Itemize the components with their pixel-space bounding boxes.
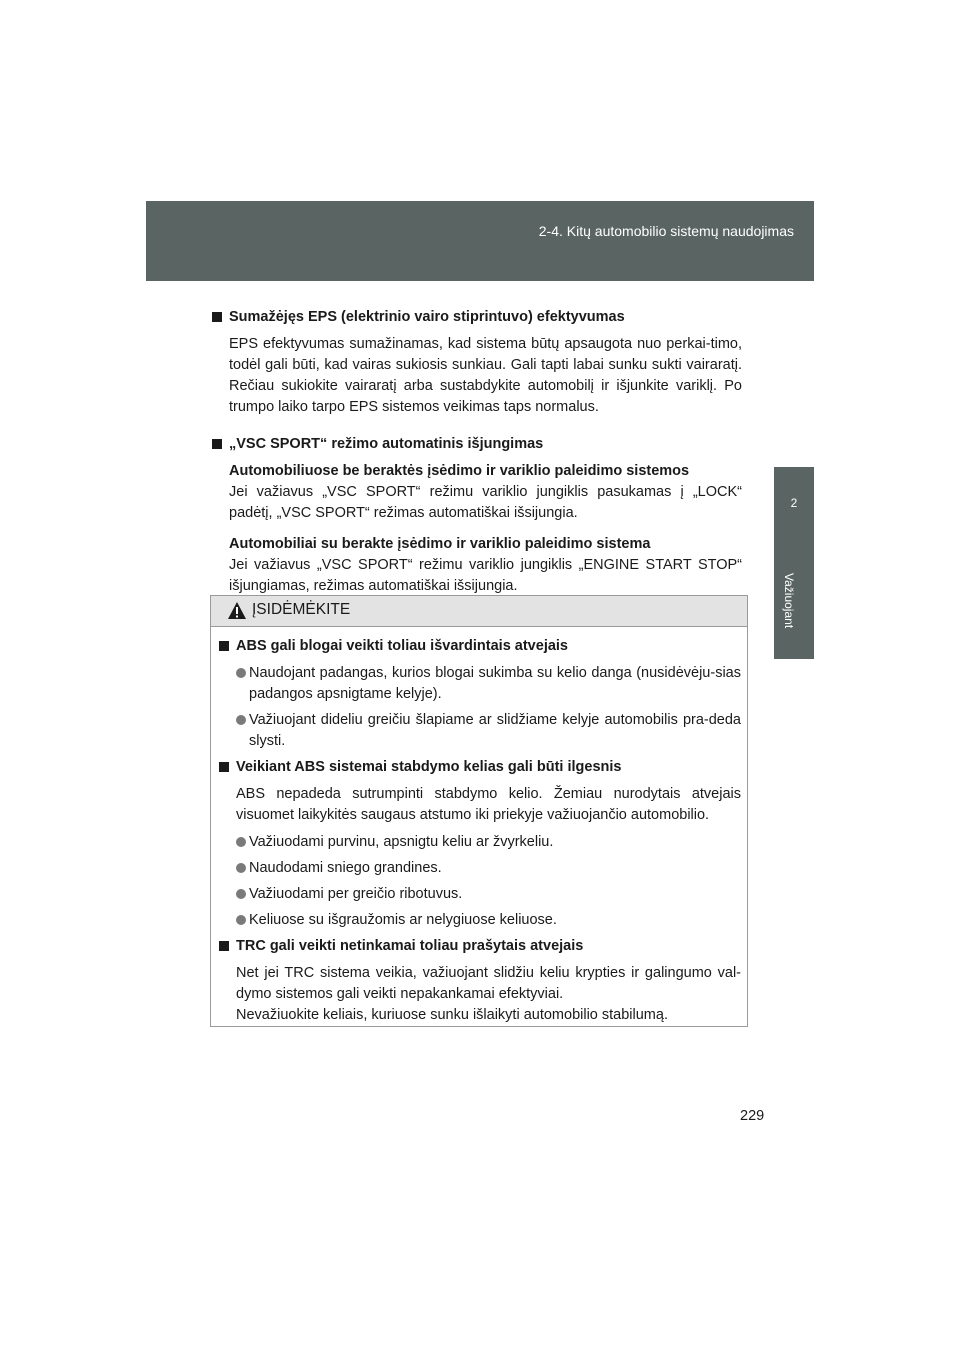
list-item	[236, 832, 741, 853]
list-item	[236, 710, 741, 752]
abs-heading-text: ABS gali blogai veikti toliau išvardintais atvejais	[236, 638, 568, 654]
header-bar	[146, 201, 814, 281]
list-item	[236, 858, 741, 879]
list-item	[236, 910, 741, 931]
vsc-text-2: Jei važiavus „VSC SPORT“ režimu variklio jungiklis „ENGINE START STOP“ išjungiamas, režimas automatiškai išsijungia.	[229, 557, 742, 594]
side-tab-label: Važiuojant	[782, 573, 796, 629]
list-item-text: Važiuodami per greičio ribotuvus.	[249, 886, 463, 902]
list-item-text: Keliuose su išgraužomis ar nelygiuose keliuose.	[249, 912, 557, 928]
round-bullet-icon	[236, 715, 246, 725]
list-item	[236, 884, 741, 905]
square-bullet-icon	[212, 439, 222, 449]
round-bullet-icon	[236, 915, 246, 925]
list-item-text: Naudojant padangas, kurios blogai sukimba su kelio danga (nusidėvėju-sias padangos apsnigtame kelyje).	[249, 665, 741, 702]
page-number: 229	[740, 1108, 765, 1124]
header-title: 2-4. Kitų automobilio sistemų naudojimas	[538, 223, 794, 239]
round-bullet-icon	[236, 668, 246, 678]
round-bullet-icon	[236, 889, 246, 899]
vsc-heading	[212, 434, 742, 455]
vsc-text-1: Jei važiavus „VSC SPORT“ režimu variklio jungiklis pasukamas į „LOCK“ padėtį, „VSC SPORT“ režimas automatiškai išsijungia.	[229, 484, 742, 521]
eps-text: EPS efektyvumas sumažinamas, kad sistema būtų apsaugota nuo perkai-timo, todėl gali būti, kad vairas sukiosis sunkiau. Gali tapti labai sunku sukti vairaratį. Rečiau sukiokite vairaratį arba sustabdykite automobilį ir išjunkite variklį. Po trumpo laiko tarpo EPS sistemos veikimas taps normalus.	[229, 336, 742, 415]
square-bullet-icon	[219, 641, 229, 651]
trc-text-2: Nevažiuokite keliais, kuriuose sunku išlaikyti automobilio stabilumą.	[236, 1007, 668, 1023]
trc-heading-text: TRC gali veikti netinkamai toliau prašytais atvejais	[236, 938, 584, 954]
square-bullet-icon	[219, 762, 229, 772]
trc-text-1: Net jei TRC sistema veikia, važiuojant slidžiu keliu krypties ir galingumo val-dymo sistemos gali veikti nepakankamai efektyviai.	[236, 965, 741, 1002]
abs-heading	[219, 636, 741, 657]
warning-box	[210, 595, 748, 1027]
square-bullet-icon	[212, 312, 222, 322]
vsc-subheading-2: Automobiliai su berakte įsėdimo ir variklio paleidimo sistema	[229, 536, 651, 552]
warning-header	[211, 596, 747, 627]
braking-text: ABS nepadeda sutrumpinti stabdymo kelio. Žemiau nurodytais atvejais visuomet laikykitės saugaus atstumo iki priekyje važiuojančio automobilio.	[236, 786, 741, 823]
list-item	[236, 663, 741, 705]
warning-triangle-icon	[227, 601, 247, 620]
vsc-heading-text: „VSC SPORT“ režimo automatinis išjungimas	[229, 436, 544, 452]
warning-title: ĮSIDĖMĖKITE	[252, 601, 351, 618]
eps-heading	[212, 307, 742, 328]
square-bullet-icon	[219, 941, 229, 951]
braking-heading	[219, 757, 741, 778]
list-item-text: Važiuodami purvinu, apsnigtu keliu ar žvyrkeliu.	[249, 834, 554, 850]
list-item-text: Važiuojant dideliu greičiu šlapiame ar slidžiame kelyje automobilis pra-deda slysti.	[249, 712, 741, 749]
warning-body	[219, 636, 741, 1032]
braking-heading-text: Veikiant ABS sistemai stabdymo kelias gali būti ilgesnis	[236, 759, 622, 775]
vsc-subheading-1: Automobiliuose be beraktės įsėdimo ir variklio paleidimo sistemos	[229, 463, 690, 479]
list-item-text: Naudodami sniego grandines.	[249, 860, 442, 876]
trc-heading	[219, 936, 741, 957]
main-content	[212, 307, 742, 603]
side-tab-number: 2	[790, 496, 798, 510]
round-bullet-icon	[236, 863, 246, 873]
eps-heading-text: Sumažėjęs EPS (elektrinio vairo stiprintuvo) efektyvumas	[229, 309, 625, 325]
side-tab	[774, 467, 814, 659]
round-bullet-icon	[236, 837, 246, 847]
